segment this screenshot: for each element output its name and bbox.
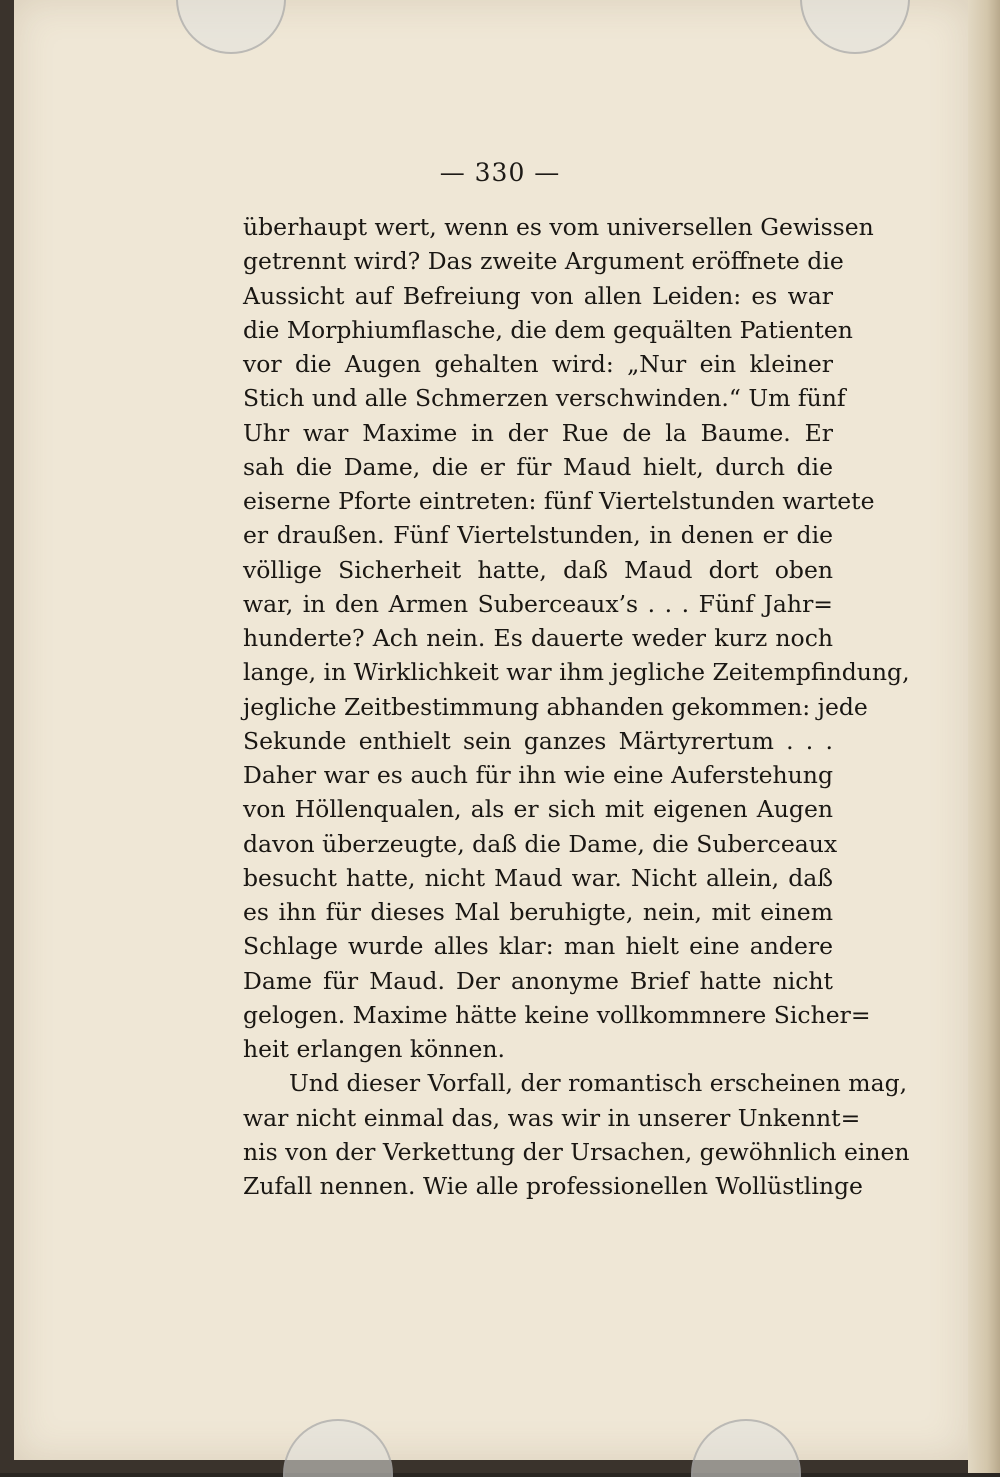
text-line: Und dieser Vorfall, der romantisch erscheinen mag,: [289, 1069, 908, 1098]
text-line: nis von der Verkettung der Ursachen, gewöhnlich einen: [243, 1137, 910, 1166]
body-text: [243, 210, 910, 1203]
text-line: von Höllenqualen, als er sich mit eigenen Augen: [243, 795, 833, 824]
text-line: getrennt wird? Das zweite Argument eröffnete die: [243, 247, 844, 276]
text-line: war, in den Armen Suberceaux’s . . . Fünf Jahr=: [243, 589, 833, 618]
text-line: Sekunde enthielt sein ganzes Märtyrertum . . .: [243, 726, 833, 755]
text-line: Uhr war Maxime in der Rue de la Baume. Er: [243, 418, 833, 447]
text-line: sah die Dame, die er für Maud hielt, durch die: [243, 452, 833, 481]
text-line: überhaupt wert, wenn es vom universellen Gewissen: [243, 213, 874, 241]
text-line: jegliche Zeitbestimmung abhanden gekommen: jede: [243, 692, 868, 721]
page-edge-stack: [968, 0, 1000, 1473]
text-line: Stich und alle Schmerzen verschwinden.“ Um fünf: [243, 384, 846, 413]
text-line: lange, in Wirklichkeit war ihm jegliche Zeitempfindung,: [243, 658, 910, 687]
text-line: Schlage wurde alles klar: man hielt eine andere: [243, 932, 833, 961]
text-line: Dame für Maud. Der anonyme Brief hatte nicht: [243, 966, 833, 995]
text-line: eiserne Pforte eintreten: fünf Viertelstunden wartete: [243, 487, 875, 515]
text-line: Aussicht auf Befreiung von allen Leiden: es war: [243, 281, 833, 310]
text-line: hunderte? Ach nein. Es dauerte weder kurz noch: [243, 624, 833, 652]
text-line: davon überzeugte, daß die Dame, die Suberceaux: [243, 829, 838, 858]
page-number: — 330 —: [439, 158, 561, 187]
text-line: es ihn für dieses Mal beruhigte, nein, mit einem: [243, 898, 833, 926]
text-line: heit erlangen können.: [243, 1035, 505, 1063]
text-line: Daher war es auch für ihn wie eine Auferstehung: [243, 761, 833, 789]
text-line: vor die Augen gehalten wird: „Nur ein kleiner: [243, 350, 833, 378]
text-line: völlige Sicherheit hatte, daß Maud dort oben: [243, 555, 833, 584]
text-line: die Morphiumflasche, die dem gequälten Patienten: [243, 315, 853, 344]
text-line: Zufall nennen. Wie alle professionellen Wollüstlinge: [243, 1172, 863, 1200]
text-line: gelogen. Maxime hätte keine vollkommnere Sicher=: [243, 1000, 871, 1029]
text-line: er draußen. Fünf Viertelstunden, in denen er die: [243, 521, 833, 550]
text-line: war nicht einmal das, was wir in unserer Unkennt=: [243, 1103, 861, 1132]
text-line: besucht hatte, nicht Maud war. Nicht allein, daß: [243, 863, 833, 892]
